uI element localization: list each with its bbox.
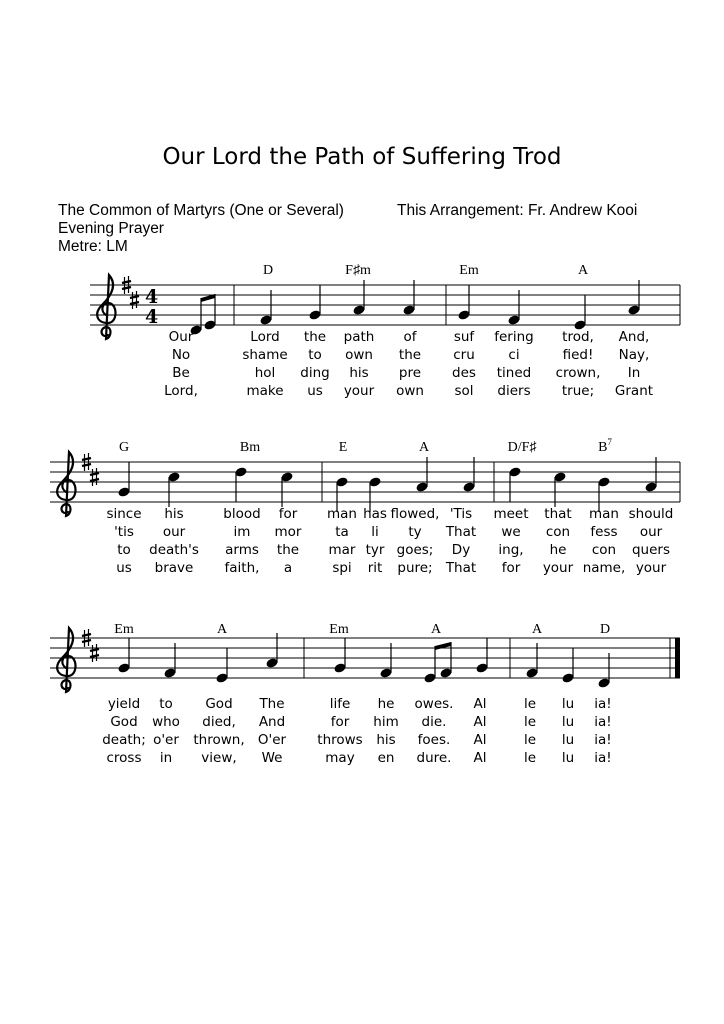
lyric-syllable: en <box>377 750 395 766</box>
lyric-syllable: Al <box>473 696 487 712</box>
lyric-syllable: ta <box>335 524 349 540</box>
lyric-syllable: true; <box>561 383 595 399</box>
lyric-syllable: meet <box>493 506 529 522</box>
lyric-syllable: we <box>501 524 521 540</box>
chord-symbol: Em <box>114 622 134 637</box>
lyric-syllable: thrown, <box>193 732 245 748</box>
lyric-syllable: trod, <box>562 329 594 345</box>
lyric-syllable: cross <box>106 750 142 766</box>
lyric-syllable: view, <box>201 750 237 766</box>
lyric-syllable: should <box>628 506 674 522</box>
lyric-syllable: mar <box>328 542 356 558</box>
lyric-syllable: a <box>283 560 293 576</box>
lyric-syllable: brave <box>154 560 194 576</box>
lyric-syllable: his <box>164 506 184 522</box>
lyric-syllable: That <box>445 560 477 576</box>
lyric-syllable: since <box>106 506 142 522</box>
chord-symbol: Em <box>459 263 479 278</box>
hymn-title: Our Lord the Path of Suffering Trod <box>162 144 562 170</box>
lyric-syllable: le <box>523 696 537 712</box>
lyric-syllable: make <box>246 383 284 399</box>
lyric-syllable: ia! <box>594 714 612 730</box>
lyric-syllable: Nay, <box>618 347 650 363</box>
lyric-syllable: suf <box>453 329 475 345</box>
lyric-syllable: he <box>549 542 567 558</box>
chord-symbol: G <box>118 440 130 455</box>
lyric-syllable: to <box>159 696 173 712</box>
lyric-syllable: life <box>329 696 351 712</box>
chord-symbol: A <box>531 622 543 637</box>
lyric-syllable: to <box>117 542 131 558</box>
lyric-syllable: arms <box>225 542 259 558</box>
lyric-syllable: Lord, <box>164 383 198 399</box>
lyric-syllable: con <box>591 542 617 558</box>
lyric-syllable: In <box>627 365 641 381</box>
chord-symbol: A <box>216 622 228 637</box>
lyric-syllable: die. <box>421 714 447 730</box>
system-1 <box>90 263 680 399</box>
lyric-syllable: And <box>258 714 286 730</box>
lyric-syllable: your <box>635 560 667 576</box>
lyric-syllable: to <box>308 347 322 363</box>
lyric-syllable: o'er <box>153 732 179 748</box>
lyric-syllable: tyr <box>365 542 385 558</box>
lyric-syllable: God <box>205 696 233 712</box>
chord-symbol: D/F♯ <box>507 440 537 455</box>
lyric-syllable: God <box>110 714 138 730</box>
lyric-syllable: has <box>363 506 387 522</box>
lyric-syllable: lu <box>561 714 575 730</box>
lyric-syllable: No <box>171 347 191 363</box>
lyric-syllable: for <box>501 560 521 576</box>
lyric-syllable: And, <box>618 329 650 345</box>
lyric-syllable: Al <box>473 732 487 748</box>
lyric-syllable: pure; <box>397 560 433 576</box>
lyric-syllable: diers <box>497 383 531 399</box>
lyric-syllable: your <box>542 560 574 576</box>
lyric-syllable: Al <box>473 714 487 730</box>
lyric-syllable: died, <box>202 714 236 730</box>
chord-symbol: $B^7$ <box>598 437 612 455</box>
lyric-syllable: may <box>325 750 355 766</box>
lyric-syllable: The <box>259 696 285 712</box>
chord-symbol: D <box>262 263 274 278</box>
sharp-sign <box>90 644 99 662</box>
chord-symbol: A <box>577 263 589 278</box>
lyric-syllable: path <box>343 329 375 345</box>
lyric-syllable: for <box>278 506 298 522</box>
lyric-syllable: des <box>452 365 476 381</box>
lyric-syllable: own <box>396 383 424 399</box>
lyric-syllable: lu <box>561 750 575 766</box>
lyric-syllable: the <box>303 329 327 345</box>
lyric-syllable: Grant <box>614 383 654 399</box>
lyric-syllable: our <box>162 524 186 540</box>
lyric-syllable: for <box>330 714 350 730</box>
lyric-syllable: faith, <box>224 560 260 576</box>
lyric-syllable: he <box>377 696 395 712</box>
lyric-syllable: ding <box>300 365 330 381</box>
lyric-syllable: rit <box>367 560 383 576</box>
chord-symbol: Bm <box>239 440 261 455</box>
arrangement-credit: This Arrangement: Fr. Andrew Kooi <box>397 202 638 219</box>
lyric-syllable: Be <box>172 365 190 381</box>
lyric-syllable: We <box>261 750 283 766</box>
lyric-syllable: ty <box>408 524 422 540</box>
time-signature-bottom: 4 <box>145 306 159 328</box>
lyric-syllable: Al <box>473 750 487 766</box>
lyric-syllable: us <box>116 560 132 576</box>
final-barline-thick <box>675 638 680 678</box>
lyric-syllable: goes; <box>396 542 434 558</box>
lyric-syllable: death; <box>102 732 146 748</box>
source-line-1: The Common of Martyrs (One or Several) <box>58 202 344 219</box>
lyric-syllable: of <box>403 329 417 345</box>
chord-symbol: E <box>338 440 348 455</box>
lyric-syllable: man <box>327 506 357 522</box>
lyric-syllable: 'Tis <box>449 506 473 522</box>
lyric-syllable: le <box>523 732 537 748</box>
lyric-syllable: ia! <box>594 750 612 766</box>
lyric-syllable: lu <box>561 732 575 748</box>
lyric-syllable: his <box>349 365 369 381</box>
system-2 <box>50 437 680 576</box>
lyric-syllable: hol <box>254 365 276 381</box>
lyric-syllable: man <box>589 506 619 522</box>
lyric-syllable: who <box>152 714 180 730</box>
system-3 <box>50 622 680 766</box>
lyric-syllable: in <box>159 750 173 766</box>
lyric-syllable: spi <box>332 560 352 576</box>
lyric-syllable: lu <box>561 696 575 712</box>
lyric-syllable: im <box>233 524 251 540</box>
chord-symbol: A <box>430 622 442 637</box>
lyric-syllable: his <box>376 732 396 748</box>
lyric-syllable: That <box>445 524 477 540</box>
lyric-syllable: le <box>523 750 537 766</box>
lyric-syllable: le <box>523 714 537 730</box>
lyric-syllable: ia! <box>594 696 612 712</box>
lyric-syllable: foes. <box>417 732 451 748</box>
lyric-syllable: quers <box>631 542 671 558</box>
lyric-syllable: dure. <box>416 750 452 766</box>
lyric-syllable: ia! <box>594 732 612 748</box>
lyric-syllable: the <box>276 542 300 558</box>
lyric-syllable: that <box>544 506 572 522</box>
lyric-syllable: shame <box>242 347 288 363</box>
lyric-syllable: name, <box>582 560 626 576</box>
lyric-syllable: tined <box>496 365 532 381</box>
lyric-syllable: crown, <box>555 365 601 381</box>
chord-symbol: F♯m <box>345 263 371 278</box>
lyric-syllable: yield <box>107 696 141 712</box>
lyric-syllable: throws <box>317 732 363 748</box>
lyric-syllable: ci <box>508 347 520 363</box>
note-beam <box>435 642 451 650</box>
source-line-2: Evening Prayer <box>58 220 164 237</box>
lyric-syllable: the <box>398 347 422 363</box>
lyric-syllable: cru <box>453 347 475 363</box>
lyric-syllable: 'tis <box>114 524 134 540</box>
lyric-syllable: own <box>345 347 373 363</box>
lyric-syllable: O'er <box>257 732 287 748</box>
lyric-syllable: our <box>639 524 663 540</box>
metre-label: Metre: LM <box>58 238 128 255</box>
lyric-syllable: fess <box>590 524 618 540</box>
lyric-syllable: him <box>373 714 399 730</box>
lyric-syllable: fering <box>494 329 534 345</box>
chord-symbol: Em <box>329 622 349 637</box>
lyric-syllable: death's <box>149 542 199 558</box>
sharp-sign <box>130 291 139 309</box>
lyric-syllable: Our <box>168 329 194 345</box>
lyric-syllable: mor <box>274 524 302 540</box>
lyric-syllable: Dy <box>451 542 471 558</box>
chord-symbol: A <box>418 440 430 455</box>
lyric-syllable: flowed, <box>390 506 440 522</box>
chord-symbol: D <box>599 622 611 637</box>
lyric-syllable: Lord <box>250 329 280 345</box>
lyric-syllable: your <box>343 383 375 399</box>
time-signature-top: 4 <box>145 286 159 308</box>
lyric-syllable: blood <box>223 506 261 522</box>
lyric-syllable: owes. <box>414 696 454 712</box>
lyric-syllable: ing, <box>498 542 524 558</box>
lyric-syllable: pre <box>398 365 422 381</box>
lyric-syllable: us <box>307 383 323 399</box>
lyric-syllable: fied! <box>562 347 594 363</box>
lyric-syllable: li <box>371 524 379 540</box>
lyric-syllable: con <box>545 524 571 540</box>
lyric-syllable: sol <box>454 383 474 399</box>
sharp-sign <box>90 468 99 486</box>
